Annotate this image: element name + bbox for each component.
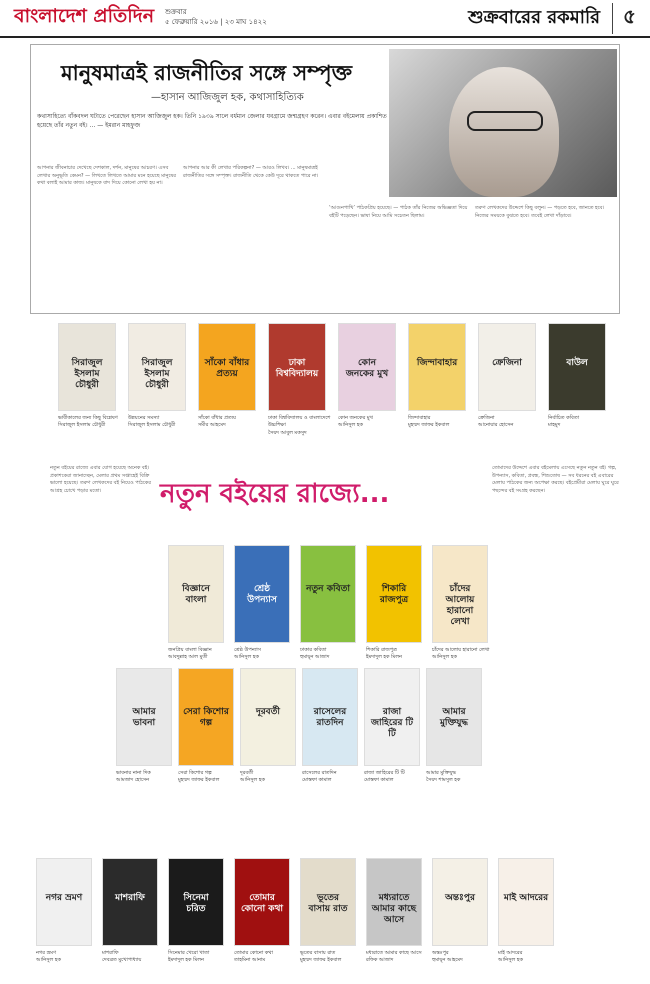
book-caption [432,950,494,965]
book-caption [268,415,334,437]
book-cover [234,858,290,946]
book-title: উন্নয়নের সমস্যা [128,415,160,421]
book-author: আনিসুল হক [432,654,457,661]
book-author: ইমদাদুল হক মিলন [168,957,205,964]
interview-column-4: তরুণ লেখকদের উদ্দেশে কিছু বলুন। — পড়তে হবে, জানতে হবে। নিজের সময়কে বুঝতে হবে। তবেই লেখা দাঁড়াবে। [475,205,605,219]
book-cover-text: বিজ্ঞানে বাংলা [182,584,210,606]
book-author: সমীর আহমেদ [198,422,226,429]
book-cover [302,668,358,766]
book-cover [268,323,326,411]
author-portrait [389,49,617,197]
book-cover-text: মাশরাফি [115,893,145,904]
book-cover-text: সিরাজুল ইসলাম চৌধুরী [141,358,173,390]
book-author: দেবব্রত মুখোপাধ্যায় [102,957,142,964]
portrait-face [449,67,559,197]
book-cover [234,545,290,643]
book-caption [364,770,422,785]
book-title: নগর ভ্রমণ [36,950,57,956]
book-caption [58,415,124,430]
book-caption [426,770,484,785]
book-author: আনিসুল হক [234,654,259,661]
interview-column-2: আপনার আর কী লেখার পরিকল্পনা? — আরও লিখব। ... মানুষমাত্রই রাজনীতির সঙ্গে সম্পৃক্ত। রাজনীতি থেকে কেউ দূরে থাকতে পারে না। [183,165,319,179]
book-caption [116,770,174,785]
book-cover [168,858,224,946]
book-cover-text: সেরা কিশোর গল্প [183,707,229,729]
book-caption [234,647,296,662]
interview-column-3: ‘আগুনপাখি’ পাঠকপ্রিয় হয়েছে। — পাঠক তাঁর নিজের অভিজ্ঞতা দিয়ে বইটি পড়েছেন। ভাষা নিয়ে আমি সচেতন ছিলাম। [329,205,468,219]
right-column-text: তোমাদের উদ্দেশে এবার বইমেলায় এসেছে নতুন নতুন বই। গল্প, উপন্যাস, কবিতা, প্রবন্ধ, শিশুতোষ — সব ধরনের বই এবারের মেলায় পাঠকের জন্য অপেক্ষা করছে। বইপ্রেমীরা মেলায় ঘুরে ঘুরে পছন্দের বই সংগ্রহ করছেন। [492,465,619,494]
book-cover-text: মধ্যরাতে আমার কাছে আসে [371,893,417,925]
book-caption [102,950,164,965]
book-cover-text: আমার ভাবনা [132,707,156,729]
book-cover-text: রাজা জাহিরের টি টি [370,707,414,739]
masthead [0,0,650,38]
book-cover [102,858,158,946]
book-caption [300,950,362,965]
book-title: জিন্দাবাহার [408,415,431,421]
book-author: আনিসুল হক [240,777,265,784]
book-cover-text: কোন জনকের মুখ [345,358,389,380]
book-author: আনিসুল হক [498,957,523,964]
book-caption [302,770,360,785]
book-title: দূরবর্তী [240,770,254,776]
book-cover-text: বাউল [566,358,588,369]
book-cover [408,323,466,411]
left-column-text: নতুন বইয়ের রাজ্যে এবার যোগ হয়েছে অনেক বই। প্রকাশকেরা জানাচ্ছেন, মেলার প্রথম সপ্তাহেই বিক্রি ভালো হয়েছে। তরুণ লেখকদের বই নিয়েও পাঠকের আগ্রহ চোখে পড়ার মতো। [50,465,152,494]
book-title: রাসেলের রাতদিন [302,770,337,776]
feature-interview [30,44,620,314]
book-cover [128,323,186,411]
book-title: সাঁকো বাঁধার প্রত্যয় [198,415,237,421]
section-title: শুক্রবারের রকমারি [468,3,613,34]
book-cover-text: ঢাকা বিশ্ববিদ্যালয় [275,358,319,380]
book-title: ঢাকা বিশ্ববিদ্যালয় ও বাংলাদেশে উচ্চশিক্ষা [268,415,331,429]
book-cover [432,545,488,643]
book-title: নির্বাচিত কবিতা [548,415,580,421]
book-cover [338,323,396,411]
book-author: আনিসুল হক [338,422,363,429]
book-title: তোমার কোনো কথা [234,950,273,956]
book-cover-text: নতুন কবিতা [306,584,350,595]
feature-title: মানুষমাত্রই রাজনীতির সঙ্গে সম্পৃক্ত [61,61,353,85]
book-cover [300,545,356,643]
book-title: জনপ্রিয় বাংলা বিজ্ঞান [168,647,212,653]
book-author: মুহম্মদ জাফর ইকবাল [178,777,220,784]
book-cover [240,668,296,766]
book-author: আনোয়ার হোসেন [478,422,514,429]
book-caption [300,647,362,662]
book-cover [168,545,224,643]
dateline [165,8,295,28]
book-cover-text: রাসেলের রাতদিন [313,707,347,729]
book-cover-text: চাঁদের আলোয় হারানো লেখা [445,584,475,627]
book-cover [178,668,234,766]
feature-intro: কথাসাহিত্যে বাঁকবদল ঘটাতে পেরেছেন হাসান আজিজুল হক। তিনি ১৯৩৯ সালে বর্ধমান জেলার যবগ্রামে জন্মগ্রহণ করেন। এবার বইমেলায় প্রকাশিত হয়েছে তাঁর নতুন বই। ... — ইমরান মাহফুজ [37,113,387,129]
book-title: মধ্যরাতে আমার কাছে আসে [366,950,422,956]
book-author: আবদুল্লাহ আল মুতী [168,654,208,661]
book-title: ভূতের বাসায় রাত [300,950,336,956]
book-cover [432,858,488,946]
book-caption [432,647,494,662]
portrait-glasses [467,111,543,131]
book-author: ইমদাদুল হক মিলন [366,654,403,661]
book-title: কোন জনকের মুখ [338,415,373,421]
book-author: রফিক আজাদ [366,957,394,964]
book-cover [366,545,422,643]
book-author: তাহমিনা আনাম [234,957,266,964]
book-cover-text: জিন্দাবাহার [416,358,458,369]
book-cover [198,323,256,411]
book-title: সিনেমার খেরো খাতা [168,950,210,956]
section-banner: নতুন বইয়ের রাজ্যে... [160,479,390,509]
book-title: ভাবীকালের জন্য কিছু বিশ্লেষণ [58,415,118,421]
book-cover-text: সিরাজুল ইসলাম চৌধুরী [71,358,103,390]
book-cover [36,858,92,946]
book-author: সিরাজুল ইসলাম চৌধুরী [58,422,106,429]
book-author: মোস্তফা কামাল [302,777,332,784]
book-title: মাই আদরের [498,950,523,956]
book-author: হুমায়ূন আহমেদ [432,957,463,964]
book-title: চাঁদের আলোয় হারানো লেখা [432,647,490,653]
book-cover-text: শ্রেষ্ঠ উপন্যাস [247,584,277,606]
book-cover-text: আমার মুক্তিযুদ্ধ [439,707,469,729]
issue-date: ৫ ফেব্রুয়ারি ২০১৬ | ২৩ মাঘ ১৪২২ [165,18,267,26]
book-caption [198,415,264,430]
book-cover-text: ক্রেজিনা [492,358,522,369]
book-title: ভাবনার নানা দিক [116,770,151,776]
page-number: ৫ [623,3,636,28]
book-caption [548,415,614,430]
book-title: সেরা কিশোর গল্প [178,770,212,776]
book-caption [240,770,298,785]
book-caption [366,950,428,965]
newspaper-brand: বাংলাদেশ প্রতিদিন [14,5,155,27]
book-author: মুহম্মদ জাফর ইকবাল [408,422,450,429]
book-caption [408,415,474,430]
book-title: মাশরাফি [102,950,119,956]
book-caption [168,950,230,965]
book-cover-text: মাই আদরের [503,893,549,904]
book-author: আমজাদ হোসেন [116,777,150,784]
book-author: মুহম্মদ জাফর ইকবাল [300,957,342,964]
book-author: মাহমুদ [548,422,561,429]
interview-column-1: আপনার জীবনাচার দেখেছে দেশকাল, দর্শন, মানুষের আচরণ। এসব লেখার অনুভূতি কেমন? — লিখতে লিখতে আমার মনে হয়েছে মানুষের কথা বলাই আমার কাজ। মানুষকে বাদ দিয়ে কোনো লেখা হয় না। [37,165,177,186]
book-title: অন্তঃপুর [432,950,449,956]
book-cover-text: ভূতের বাসায় রাত [308,893,348,915]
book-cover-text: দূরবর্তী [255,707,280,718]
feature-byline: —হাসান আজিজুল হক, কথাসাহিত্যিক [151,92,304,103]
book-cover [300,858,356,946]
book-author: সিরাজুল ইসলাম চৌধুরী [128,422,176,429]
book-caption [366,647,428,662]
book-cover [116,668,172,766]
book-author: সৈয়দ শামসুল হক [426,777,461,784]
book-author: সৈয়দ আবুল মকসুদ [268,429,307,436]
book-caption [128,415,194,430]
issue-day: শুক্রবার [165,8,187,17]
book-cover-text: সাঁকো বাঁধার প্রত্যয় [204,358,250,380]
book-caption [498,950,560,965]
book-caption [234,950,296,965]
book-cover [366,858,422,946]
book-caption [478,415,544,430]
book-cover-text: তোমার কোনো কথা [240,893,284,915]
book-cover [548,323,606,411]
book-cover-text: শিকারি রাজপুত্র [379,584,409,606]
book-cover [58,323,116,411]
book-caption [178,770,236,785]
book-title: শিকারি রাজপুত্র [366,647,397,653]
book-author: হুমায়ূন আজাদ [300,654,330,661]
book-author: মোস্তফা কামাল [364,777,394,784]
book-title: ঢাকার কবিতা [300,647,327,653]
book-cover-text: সিনেমা চরিত [183,893,209,915]
book-cover [426,668,482,766]
book-title: রাজা জাহিরের টি টি [364,770,405,776]
book-author: আনিসুল হক [36,957,61,964]
book-title: ক্রেজিনা [478,415,495,421]
book-title: আমার মুক্তিযুদ্ধ [426,770,457,776]
book-title: শ্রেষ্ঠ উপন্যাস [234,647,261,653]
book-caption [36,950,98,965]
book-cover [478,323,536,411]
book-caption [168,647,230,662]
book-cover-text: নগর ভ্রমণ [45,893,83,904]
book-caption [338,415,404,430]
book-cover-text: অন্তঃপুর [445,893,475,904]
book-cover [364,668,420,766]
